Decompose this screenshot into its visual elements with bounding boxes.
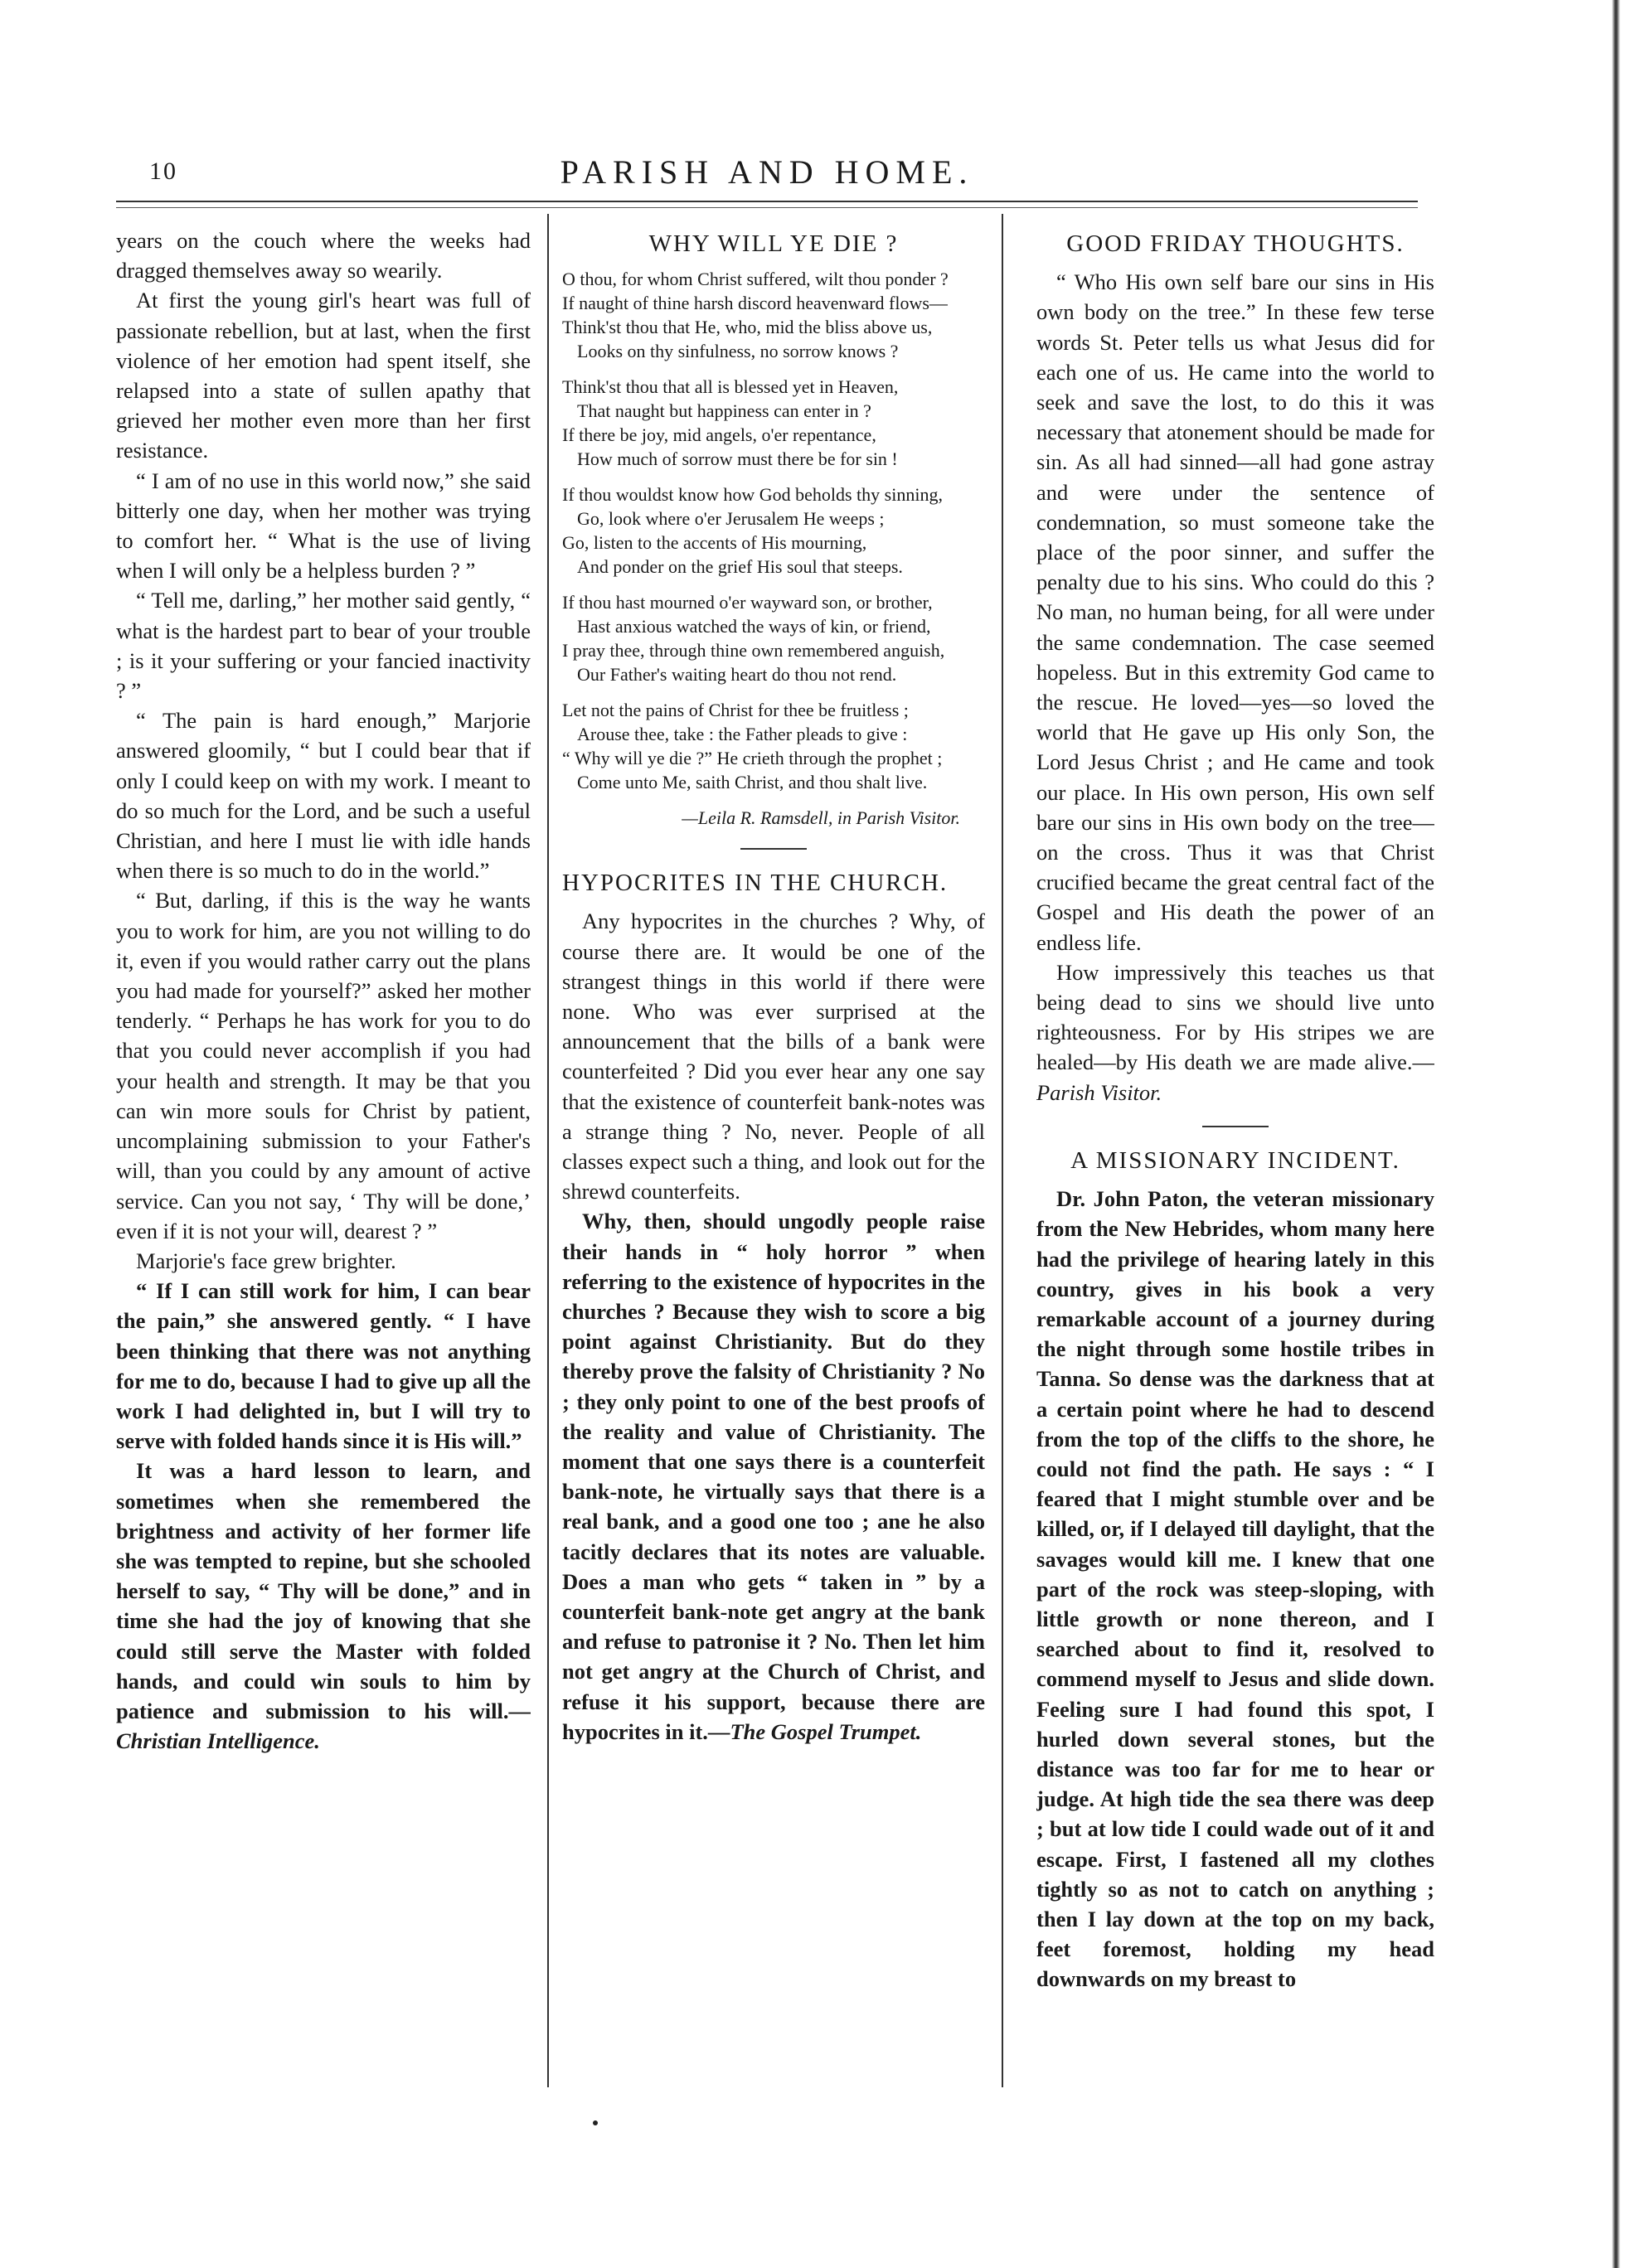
- source-credit: Christian Intelligence.: [116, 1728, 320, 1754]
- article-paragraph: Any hypocrites in the churches ? Why, of course there are. It would be one of the strangest things in this world if there were none. Who was ever surprised at the announcement that the bills of a bank were counterfeited ? Did you ever hear any one say that the existence of counterfeit bank-notes was a strange thing ? No, never. People of all classes expect such a thing, and look out for the shrewd counterfeits.: [562, 909, 985, 1204]
- page-header: [116, 149, 1418, 191]
- article-title: HYPOCRITES IN THE CHURCH.: [562, 870, 949, 897]
- poem-line: That naught but happiness can enter in ?: [577, 400, 871, 422]
- page-title: PARISH AND HOME.: [560, 153, 974, 191]
- poem-line: Hast anxious watched the ways of kin, or friend,: [577, 616, 931, 637]
- source-credit: The Gospel Trumpet.: [730, 1718, 922, 1744]
- poem-line: “ Why will ye die ?” He crieth through the prophet ;: [562, 748, 943, 769]
- poem-line: How much of sorrow must there be for sin !: [577, 448, 898, 470]
- column-divider: [547, 214, 549, 2087]
- poem-credit: —Leila R. Ramsdell, in Parish Visitor.: [682, 807, 960, 829]
- poem-stanza: [562, 482, 985, 579]
- poem-line: Arouse thee, take : the Father pleads to give :: [577, 724, 908, 745]
- page-number: 10: [149, 158, 177, 185]
- article-title: A MISSIONARY INCIDENT.: [1070, 1146, 1400, 1174]
- poem-line: If naught of thine harsh discord heavenward flows—: [562, 293, 948, 314]
- poem-stanza: [562, 590, 985, 686]
- poem-line: Our Father's waiting heart do thou not rend.: [577, 664, 897, 686]
- poem-line: If thou hast mourned o'er wayward son, or brother,: [562, 592, 933, 613]
- story-paragraph: “ If I can still work for him, I can bear the pain,” she answered gently. “ I have been thinking that there was not anything for me to do, because I had to give up all the work I had delighted in, but I will try to serve with folded hands since it is His will.”: [116, 1278, 531, 1454]
- story-paragraph: “ Tell me, darling,” her mother said gently, “ what is the hardest part to bear of your trouble ; is it your suffering or your fancied inactivity ? ”: [116, 588, 531, 704]
- poem-line: If there be joy, mid angels, o'er repentance,: [562, 424, 876, 446]
- poem-stanza: [562, 267, 985, 363]
- story-paragraph: At first the young girl's heart was full of passionate rebellion, but at last, when the first violence of her emotion had spent itself, she relapsed into a state of sullen apathy that grieved her mother even more than her first resistance.: [116, 288, 531, 463]
- story-paragraph: Marjorie's face grew brighter.: [136, 1248, 396, 1273]
- poem-line: Go, listen to the accents of His mourning,: [562, 532, 867, 554]
- column-3: [1036, 225, 1434, 2124]
- article-paragraph: Dr. John Paton, the veteran missionary from the New Hebrides, whom many here had the privilege of hearing lately in this country, gives in his book a very remarkable account of a journey during the night through some hostile tribes in Tanna. So dense was the darkness that at a certain point where he had to descend from the top of the cliffs to the shore, he could not find the path. He says : “ I feared that I might stumble over and be killed, or, if I delayed till daylight, that the savages would kill me. I knew that one part of the rock was steep-sloping, with little growth or none thereon, and I searched about to find it, resolved to commend myself to Jesus and slide down. Feeling sure I had found this spot, I hurled down several stones, but the distance was too far for me to hear or judge. At high tide the sea there was deep ; but at low tide I could wade out of it and escape. First, I fastened all my clothes tightly so as not to catch on anything ; then I lay down at the top on my back, feet foremost, holding my head downwards on my breast to: [1036, 1186, 1434, 1992]
- story-paragraph: “ The pain is hard enough,” Marjorie answered gloomily, “ but I could bear that if only I could keep on with my work. I meant to do so much for the Lord, and be such a useful Christian, and here I must lie with idle hands when there is so much to do in the world.”: [116, 708, 531, 884]
- poem-line: Looks on thy sinfulness, no sorrow knows ?: [577, 341, 899, 362]
- poem-line: And ponder on the grief His soul that steeps.: [577, 556, 903, 578]
- story-paragraph: years on the couch where the weeks had dragged themselves away so wearily.: [116, 228, 531, 284]
- poem-line: Come unto Me, saith Christ, and thou shalt live.: [577, 772, 928, 793]
- poem: [562, 267, 985, 830]
- article-paragraph: “ Who His own self bare our sins in His own body on the tree.” In these few terse words St. Peter tells us what Jesus did for each one of us. He came into the world to seek and save the lost, to do this it was necessary that atonement should be made for sin. As all had sinned—all had gone astray and were under the sentence of condemnation, so must someone take the place of the poor sinner, and suffer the penalty due to his sins. Who could do this ? No man, no human being, for all were under the same condemnation. The case seemed hopeless. But in this extremity God came to the rescue. He loved—yes—so loved the world that He gave up His only Son, the Lord Jesus Christ ; and He came and took our place. In His own person, His own self bare our sins in His own body on the tree—on the cross. Thus it was that Christ crucified became the great central fact of the Gospel and His death the power of an endless life.: [1036, 269, 1434, 955]
- poem-line: O thou, for whom Christ suffered, wilt thou ponder ?: [562, 269, 949, 290]
- poem-title: WHY WILL YE DIE ?: [648, 230, 899, 257]
- header-rule: [116, 201, 1418, 208]
- poem-line: Think'st thou that all is blessed yet in Heaven,: [562, 376, 899, 398]
- section-divider: [1202, 1126, 1269, 1127]
- column-1: [116, 225, 531, 2124]
- article-title: GOOD FRIDAY THOUGHTS.: [1066, 230, 1405, 257]
- scanned-page-edge: [1612, 0, 1620, 2268]
- source-credit: Parish Visitor.: [1036, 1079, 1162, 1105]
- poem-line: Let not the pains of Christ for thee be fruitless ;: [562, 700, 909, 721]
- poem-stanza: [562, 698, 985, 794]
- article-paragraph-last: [562, 1206, 985, 1747]
- column-divider: [1002, 214, 1003, 2087]
- column-2: [562, 225, 985, 2124]
- print-mark: [593, 2120, 598, 2125]
- article-text: How impressively this teaches us that being dead to sins we should live unto righteousness. For by His stripes we are healed—by His death we are made alive.—: [1036, 959, 1434, 1075]
- story-text: It was a hard lesson to learn, and sometimes when she remembered the brightness and activity of her former life she was tempted to repine, but she schooled herself to say, “ Thy will be done,” and in time she had the joy of knowing that she could still serve the Master with folded hands, and could win souls to him by patience and submission to his will.—: [116, 1458, 531, 1723]
- story-paragraph: “ But, darling, if this is the way he wants you to work for him, are you not willing to do it, even if you would rather carry out the plans you had made for yourself?” asked her mother tenderly. “ Perhaps he has work for you to do that you could never accomplish if you had your health and strength. It may be that you can win more souls for Christ by patient, uncomplaining submission to your Father's will, than you could by any amount of active service. Can you not say, ‘ Thy will be done,’ even if it is not your will, dearest ? ”: [116, 888, 531, 1243]
- story-paragraph: “ I am of no use in this world now,” she said bitterly one day, when her mother was trying to comfort her. “ What is the use of living when I will only be a helpless burden ? ”: [116, 468, 531, 584]
- poem-line: If thou wouldst know how God beholds thy sinning,: [562, 484, 943, 506]
- poem-line: I pray thee, through thine own remembered anguish,: [562, 640, 945, 662]
- section-divider: [740, 848, 807, 850]
- poem-line: Go, look where o'er Jerusalem He weeps ;: [577, 508, 885, 530]
- poem-stanza: [562, 375, 985, 471]
- article-paragraph: [1036, 957, 1434, 1107]
- story-paragraph-last: [116, 1456, 531, 1756]
- poem-line: Think'st thou that He, who, mid the bliss above us,: [562, 317, 933, 338]
- article-text: Why, then, should ungodly people raise their hands in “ holy horror ” when referring to the existence of hypocrites in the churches ? Because they wish to score a big point against Christianity. But do they thereby prove the falsity of Christianity ? No ; they only point to one of the best proofs of the reality and value of Christianity. The moment that one says there is a counterfeit bank-note, he virtually says that there is a real bank, and a good one too ; ane he also tacitly declares that its notes are valuable. Does a man who gets “ taken in ” by a counterfeit bank-note get angry at the bank and refuse to patronise it ? No. Then let him not get angry at the Church of Christ, and refuse it his support, because there are hypocrites in it.—: [562, 1209, 985, 1744]
